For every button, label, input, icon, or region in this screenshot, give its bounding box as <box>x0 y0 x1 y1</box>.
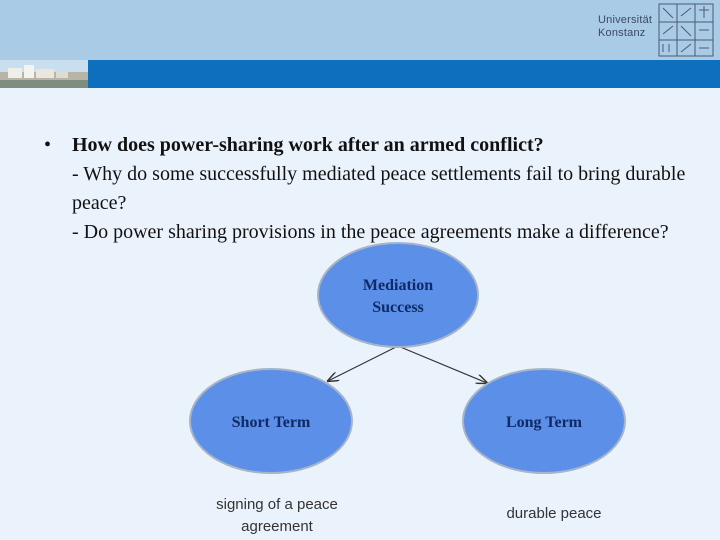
node-mediation-success <box>318 243 478 347</box>
logo-line-2: Konstanz <box>598 27 646 39</box>
node-mediation-success-line2: Success <box>372 299 424 316</box>
arrow-to-short-term <box>328 346 398 381</box>
node-mediation-success-line1: Mediation <box>362 277 434 294</box>
sub-question-2: - Do power sharing provisions in the peace agreements make a difference? <box>72 221 669 243</box>
left-caption-line1: signing of a peace <box>216 496 338 513</box>
left-caption <box>196 494 358 538</box>
main-question: How does power-sharing work after an armed conflict? <box>72 134 544 156</box>
logo-line-1: Universität <box>598 14 653 26</box>
sub-question-1: - Why do some successfully mediated peace settlements fail to bring durable peace? <box>72 163 686 214</box>
node-short-term-label: Short Term <box>231 414 311 431</box>
node-long-term-label: Long Term <box>505 414 583 431</box>
left-caption-line2: agreement <box>241 518 313 535</box>
arrow-to-long-term <box>398 346 487 383</box>
right-caption: durable peace <box>506 505 602 522</box>
bullet-icon: • <box>44 134 52 156</box>
